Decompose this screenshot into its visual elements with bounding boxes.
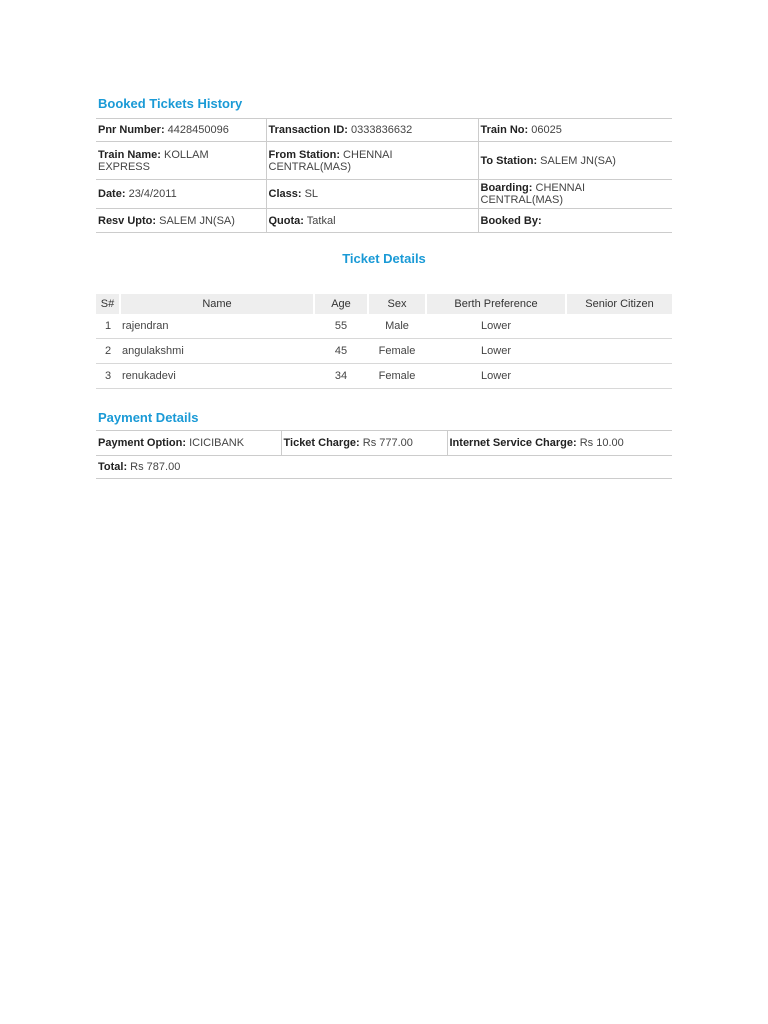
passenger-sex: Female [368, 364, 426, 389]
boarding-cell: Boarding: CHENNAI CENTRAL(MAS) [478, 180, 672, 209]
col-header-name: Name [120, 294, 314, 314]
passenger-berth: Lower [426, 314, 566, 339]
table-row [96, 180, 672, 209]
passenger-senior-citizen [566, 339, 672, 364]
passenger-serial: 1 [96, 314, 120, 339]
booked-history-table [96, 118, 672, 233]
passenger-senior-citizen [566, 364, 672, 389]
quota-cell: Quota: Tatkal [266, 209, 478, 233]
table-row [96, 209, 672, 233]
ticket-charge-cell: Ticket Charge: Rs 777.00 [281, 431, 447, 456]
table-row [96, 339, 672, 364]
passenger-age: 55 [314, 314, 368, 339]
booked-by-cell: Booked By: [478, 209, 672, 233]
passenger-berth: Lower [426, 339, 566, 364]
payment-details-section [96, 410, 672, 425]
to-station-cell: To Station: SALEM JN(SA) [478, 142, 672, 180]
table-row [96, 119, 672, 142]
passenger-serial: 2 [96, 339, 120, 364]
passenger-sex: Female [368, 339, 426, 364]
ticket-details-table [96, 294, 672, 389]
ticket-details-section [96, 251, 672, 266]
total-cell: Total: Rs 787.00 [96, 456, 672, 479]
passenger-name: rajendran [120, 314, 314, 339]
internet-service-charge-cell: Internet Service Charge: Rs 10.00 [447, 431, 672, 456]
resv-upto-cell: Resv Upto: SALEM JN(SA) [96, 209, 266, 233]
pnr-number-cell: Pnr Number: 4428450096 [96, 119, 266, 142]
from-station-cell: From Station: CHENNAI CENTRAL(MAS) [266, 142, 478, 180]
ticket-details-title: Ticket Details [342, 251, 426, 266]
ticket-header-row [96, 294, 672, 314]
train-no-cell: Train No: 06025 [478, 119, 672, 142]
passenger-age: 45 [314, 339, 368, 364]
passenger-senior-citizen [566, 314, 672, 339]
col-header-age: Age [314, 294, 368, 314]
passenger-name: renukadevi [120, 364, 314, 389]
table-row [96, 142, 672, 180]
booked-history-title: Booked Tickets History [98, 96, 243, 111]
col-header-sex: Sex [368, 294, 426, 314]
payment-details-table [96, 430, 672, 479]
booked-history-section [96, 96, 672, 111]
table-row [96, 364, 672, 389]
transaction-id-cell: Transaction ID: 0333836632 [266, 119, 478, 142]
passenger-serial: 3 [96, 364, 120, 389]
table-row [96, 456, 672, 479]
class-cell: Class: SL [266, 180, 478, 209]
passenger-berth: Lower [426, 364, 566, 389]
payment-details-title: Payment Details [98, 410, 199, 425]
table-row [96, 431, 672, 456]
passenger-sex: Male [368, 314, 426, 339]
passenger-age: 34 [314, 364, 368, 389]
date-cell: Date: 23/4/2011 [96, 180, 266, 209]
train-name-cell: Train Name: KOLLAM EXPRESS [96, 142, 266, 180]
passenger-name: angulakshmi [120, 339, 314, 364]
col-header-berth-preference: Berth Preference [426, 294, 566, 314]
payment-option-cell: Payment Option: ICICIBANK [96, 431, 281, 456]
col-header-serial: S# [96, 294, 120, 314]
table-row [96, 314, 672, 339]
col-header-senior-citizen: Senior Citizen [566, 294, 672, 314]
